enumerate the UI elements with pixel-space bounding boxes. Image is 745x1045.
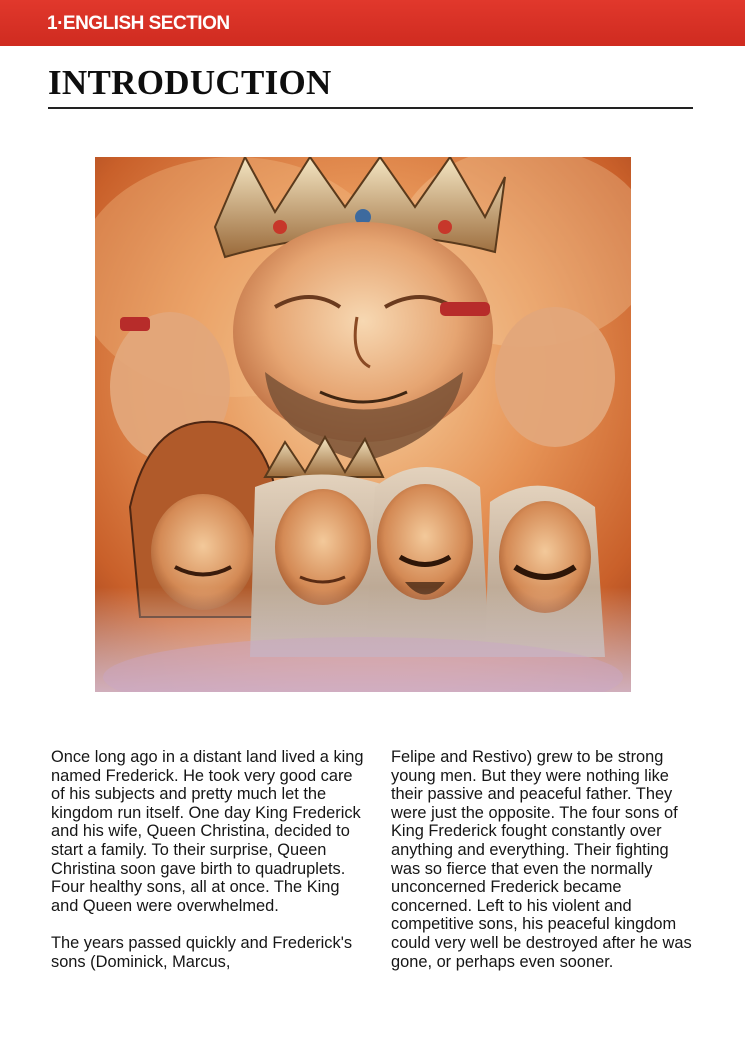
title-divider bbox=[48, 107, 693, 109]
section-label: 1·ENGLISH SECTION bbox=[47, 13, 230, 34]
body-paragraph: Felipe and Restivo) grew to be strong young men. But they were nothing like their passive and peaceful father. They were just the opposite. The four sons of King Frederick fought constantly over anything and everything. Their fighting was so fierce that even the normally unconcerned Frederick became concerned. Left to his violent and competitive sons, his peaceful kingdom could very well be destroyed after he was gone, or perhaps even sooner. bbox=[391, 748, 692, 971]
section-header-band bbox=[0, 0, 745, 46]
illustration-artwork bbox=[95, 157, 631, 692]
body-column-left bbox=[51, 748, 366, 971]
page-title: INTRODUCTION bbox=[48, 63, 332, 102]
body-paragraph: Once long ago in a distant land lived a king named Frederick. He took very good care of his subjects and pretty much let the kingdom run itself. One day King Frederick and his wife, Queen Christina, decided to start a family. To their surprise, Queen Christina soon gave birth to quadruplets. Four healthy sons, all at once. The King and Queen were overwhelmed. bbox=[51, 748, 364, 915]
king-and-sons-illustration bbox=[95, 157, 631, 692]
body-paragraph: The years passed quickly and Frederick's sons (Dominick, Marcus, bbox=[51, 933, 353, 971]
body-column-right bbox=[391, 748, 701, 971]
